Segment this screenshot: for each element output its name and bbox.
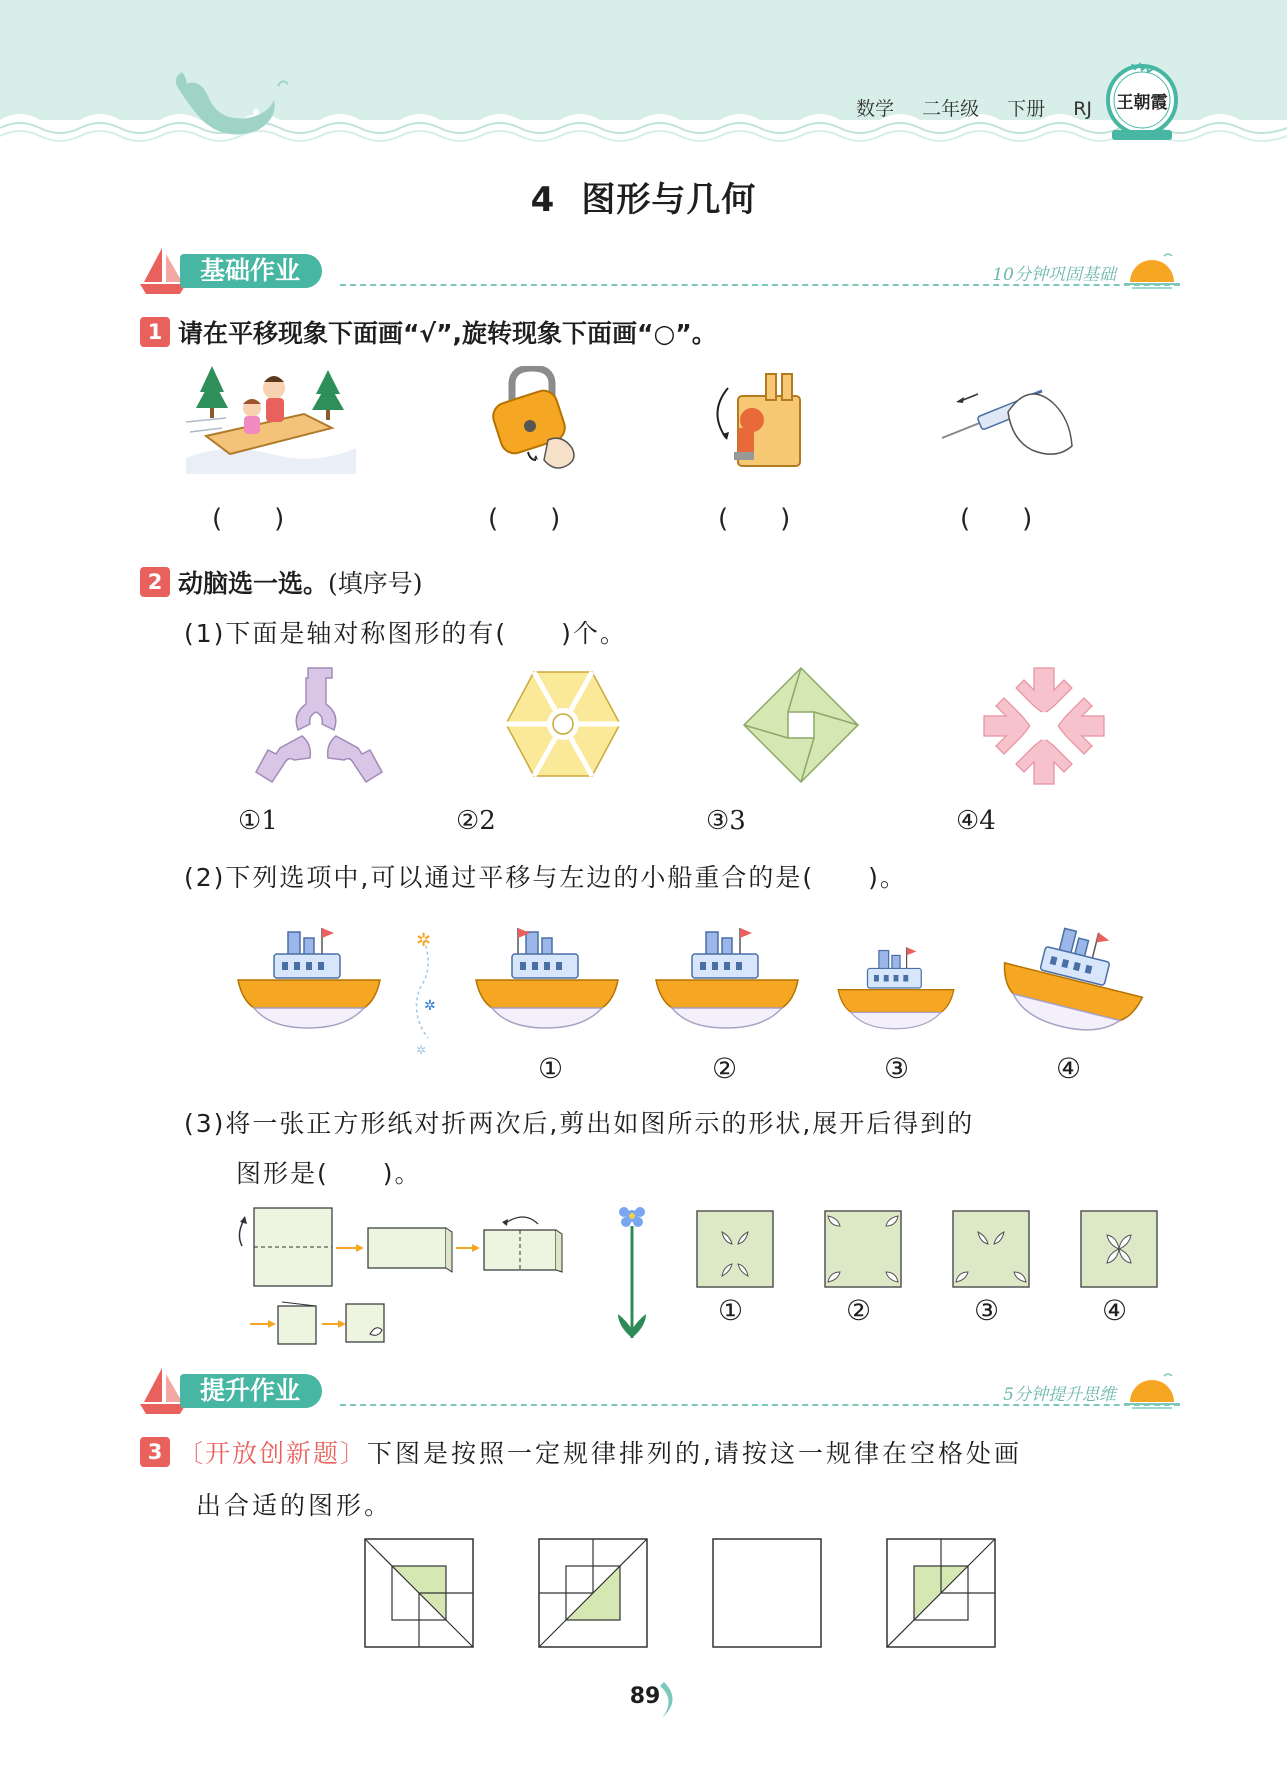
boat-option-3	[836, 944, 956, 1032]
cut-pattern-option-3	[952, 1210, 1030, 1288]
q2-part2-option-3[interactable]: ③	[884, 1052, 910, 1085]
pencil-sharpener-picture	[708, 368, 818, 474]
book-meta	[856, 94, 1114, 121]
svg-text:王朝霞: 王朝霞	[1116, 93, 1168, 113]
q2-part3-option-4[interactable]: ④	[1102, 1294, 1128, 1327]
q2-part3-prompt-line1: (3)将一张正方形纸对折两次后,剪出如图所示的形状,展开后得到的	[184, 1109, 975, 1138]
flower-divider	[614, 1202, 650, 1344]
brand-logo	[1104, 58, 1180, 146]
edition-label: RJ	[1073, 98, 1092, 120]
sled-ride-picture	[186, 362, 356, 474]
section-basic-banner	[140, 246, 1180, 296]
question-2-note: (填序号)	[328, 569, 423, 598]
section-advanced-banner	[140, 1366, 1180, 1416]
cut-pattern-option-1	[696, 1210, 774, 1288]
sunset-icon	[1124, 1370, 1180, 1410]
section-basic-label: 基础作业	[180, 254, 322, 288]
svg-text:✲: ✲	[424, 998, 436, 1014]
q1-answer-blank-1[interactable]: ( )	[212, 504, 285, 534]
boat-option-1	[474, 924, 620, 1032]
q2-part3-option-2[interactable]: ②	[846, 1294, 872, 1327]
q1-answer-blank-2[interactable]: ( )	[488, 504, 561, 534]
q2-part2-option-1[interactable]: ①	[538, 1052, 564, 1085]
volume-label: 下册	[1007, 98, 1046, 120]
question-1-prompt: 请在平移现象下面画“√”,旋转现象下面画“○”。	[178, 319, 717, 348]
section-basic-subtitle: 10分钟巩固基础	[992, 265, 1116, 285]
divider-vine	[412, 928, 442, 1056]
pattern-box-2	[538, 1538, 648, 1648]
q1-answer-blank-4[interactable]: ( )	[960, 504, 1033, 534]
page-number-text: 89	[629, 1684, 661, 1709]
svg-text:✲: ✲	[416, 1043, 427, 1056]
header-band	[0, 0, 1287, 150]
key-lock-picture	[488, 366, 588, 474]
q1-answer-blank-3[interactable]: ( )	[718, 504, 791, 534]
question-3-prompt-line1: 下图是按照一定规律排列的,请按这一规律在空格处画	[367, 1439, 1022, 1468]
syringe-picture	[938, 372, 1078, 468]
pattern-box-4	[886, 1538, 996, 1648]
flower-arrows-shape	[982, 666, 1106, 786]
folded-square-shape	[742, 666, 860, 784]
grade-label: 二年级	[922, 98, 980, 120]
q2-part3-prompt-line2: 图形是( )。	[236, 1159, 422, 1188]
section-advanced-subtitle: 5分钟提升思维	[1003, 1385, 1116, 1405]
cut-pattern-option-4	[1080, 1210, 1158, 1288]
svg-text:✲: ✲	[416, 930, 432, 951]
cut-pattern-option-2	[824, 1210, 902, 1288]
page-number	[620, 1676, 680, 1722]
boat-option-2	[654, 924, 800, 1032]
question-2	[140, 564, 423, 600]
unit-title	[0, 172, 1287, 221]
question-3-tag: 〔开放创新题〕	[178, 1439, 368, 1468]
question-3	[140, 1434, 1022, 1470]
tri-symbol-shape	[252, 664, 386, 786]
q2-part3-option-1[interactable]: ①	[718, 1294, 744, 1327]
question-1-number: 1	[140, 317, 170, 347]
pattern-box-1	[364, 1538, 474, 1648]
question-1	[140, 314, 717, 350]
q2-part1-option-3[interactable]: ③3	[706, 806, 746, 836]
question-3-number: 3	[140, 1437, 170, 1467]
subject-label: 数学	[856, 98, 895, 120]
q2-part2-option-2[interactable]: ②	[712, 1052, 738, 1085]
hexagon-pinwheel-shape	[506, 670, 620, 778]
q2-part1-option-1[interactable]: ①1	[238, 806, 278, 836]
question-2-prompt: 动脑选一选。	[178, 569, 329, 598]
q2-part1-option-4[interactable]: ④4	[956, 806, 996, 836]
sunset-icon	[1124, 250, 1180, 290]
q2-part1-prompt: (1)下面是轴对称图形的有( )个。	[184, 619, 627, 648]
boat-option-4	[1000, 924, 1146, 1040]
question-3-prompt-line2: 出合适的图形。	[196, 1491, 393, 1520]
unit-title-text: 图形与几何	[581, 180, 757, 220]
q2-part2-option-4[interactable]: ④	[1056, 1052, 1082, 1085]
q2-part3-option-3[interactable]: ③	[974, 1294, 1000, 1327]
unit-number: 4	[530, 180, 556, 220]
paper-folding-diagram	[234, 1200, 564, 1350]
pattern-box-blank[interactable]	[712, 1538, 822, 1648]
question-2-number: 2	[140, 567, 170, 597]
section-advanced-label: 提升作业	[180, 1374, 322, 1408]
q2-part2-prompt: (2)下列选项中,可以通过平移与左边的小船重合的是( )。	[184, 863, 907, 892]
q2-part1-option-2[interactable]: ②2	[456, 806, 496, 836]
reference-boat	[236, 924, 382, 1032]
